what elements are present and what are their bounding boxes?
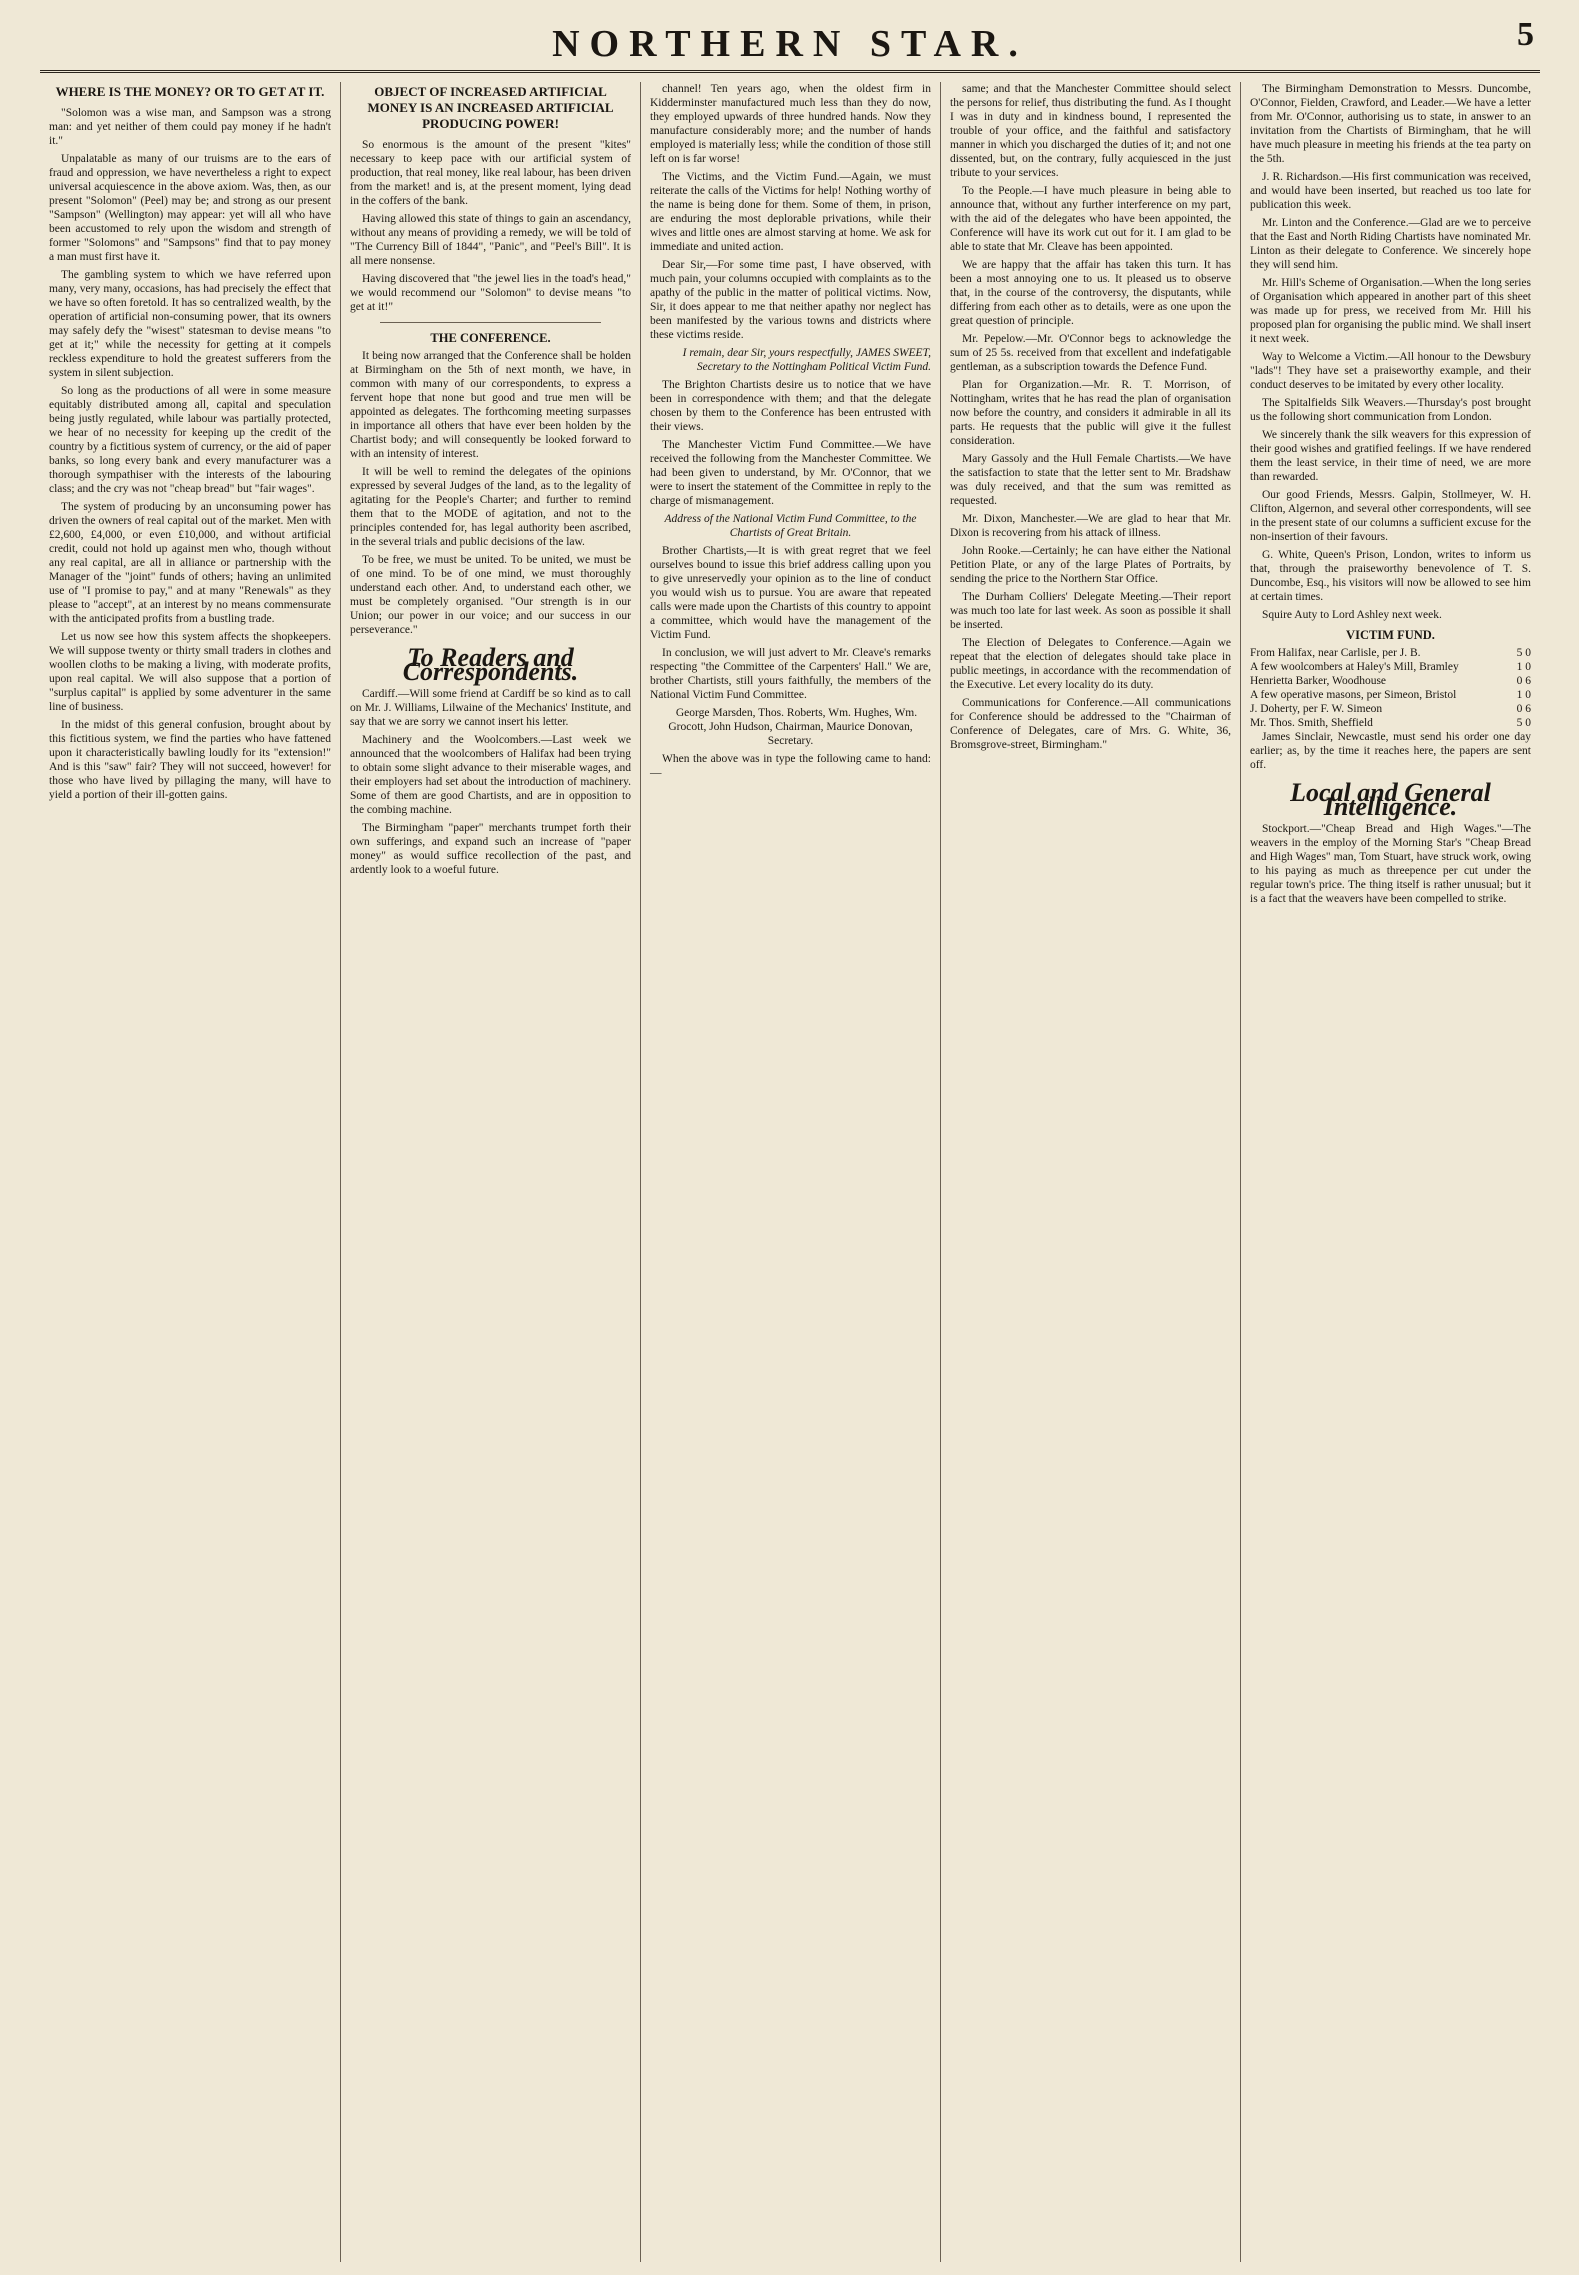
paragraph: Dear Sir,—For some time past, I have observed, with much pain, your columns occupied with complaints as to the apathy of the public in the matter of political victims. Now, Sir, it does appear to me that neither apathy nor neglect has been manifested by the various towns and districts where these victims reside. — [650, 259, 931, 341]
fund-entry — [1250, 702, 1531, 716]
section-heading-local: Local and General Intelligence. — [1290, 778, 1491, 821]
column-4 — [940, 82, 1240, 2262]
column-2 — [340, 82, 640, 2262]
paragraph: J. R. Richardson.—His first communication was received, and would have been inserted, but reached us too late for publication this week. — [1250, 171, 1531, 211]
fund-entry-amount: 0 6 — [1516, 703, 1531, 715]
paragraph: It will be well to remind the delegates of the opinions expressed by several Judges of the land, as to the legality of agitating for the People's Charter; and further to remind them that to the MODE of agitation, and not to the principles contended for, has legal authority been ascribed, in the several trials and public decisions of the law. — [350, 466, 631, 548]
paragraph: The Victims, and the Victim Fund.—Again, we must reiterate the calls of the Victims for help! Nothing worthy of the name is being done for them. Some of them, in prison, are enduring the most deplorable privations, while their wives and little ones are almost starving at home. We ask for immediate and united action. — [650, 171, 931, 253]
paragraph: To the People.—I have much pleasure in being able to announce that, without any further interference on my part, with the aid of the delegates who have been appointed, the Conference will have its work cut out for it. I am glad to be able to state that Mr. Cleave has been appointed. — [950, 185, 1231, 253]
paragraph: Mr. Hill's Scheme of Organisation.—When the long series of Organisation which appeared in another part of this sheet was made up for press, we received from Mr. Hill his proposed plan for organising the public mind. We shall insert it next week. — [1250, 277, 1531, 345]
paragraph: Let us now see how this system affects the shopkeepers. We will suppose twenty or thirty small traders in clothes and woollen cloths to be making a living, with moderate profits, upon real capital. We will also suppose that a portion of "surplus capital" is applied by some adventurer in the same line of business. — [49, 631, 331, 713]
paragraph: So long as the productions of all were in some measure equitably distributed among all, capital and speculation being justly regulated, while labour was partially protected, we hear of no necessity for keeping up the credit of the country by a fictitious system of currency, or the aid of paper banks, so long every bank and every manufacturer was a thorough sympathiser with the interests of the labouring class; and the cry was not "cheap bread" but "fair wages". — [49, 385, 331, 495]
column-3 — [640, 82, 940, 2262]
fund-entry-label: From Halifax, near Carlisle, per J. B. — [1250, 647, 1421, 659]
paragraph: In conclusion, we will just advert to Mr. Cleave's remarks respecting "the Committee of the Carpenters' Hall." We are, brother Chartists, still yours faithfully, the members of the National Victim Fund Committee. — [650, 647, 931, 701]
paragraph: The Spitalfields Silk Weavers.—Thursday's post brought us the following short communication from London. — [1250, 397, 1531, 423]
paragraph: Communications for Conference.—All communications for Conference should be addressed to the "Chairman of Conference of Delegates, care of Mrs. G. White, 36, Bromsgrove-street, Birmingham." — [950, 697, 1231, 751]
article-headline: WHERE IS THE MONEY? OR TO GET AT IT. — [55, 84, 325, 99]
fund-entry — [1250, 646, 1531, 660]
paragraph: Squire Auty to Lord Ashley next week. — [1262, 609, 1442, 621]
paragraph: John Rooke.—Certainly; he can have either the National Petition Plate, or any of the large Plates of Portraits, by sending the price to the Northern Star Office. — [950, 545, 1231, 585]
victim-fund-heading: VICTIM FUND. — [1346, 628, 1435, 642]
fund-entry-amount: 1 0 — [1516, 661, 1531, 673]
paragraph: Cardiff.—Will some friend at Cardiff be so kind as to call on Mr. J. Williams, Lilwaine of the Mechanics' Institute, and say that we are sorry we cannot insert his letter. — [350, 688, 631, 728]
fund-entry — [1250, 688, 1531, 702]
paragraph: Plan for Organization.—Mr. R. T. Morrison, of Nottingham, writes that he has read the plan of organisation now before the country, and considers it admirable in all its parts. He requests that the public will give it the fullest consideration. — [950, 379, 1231, 447]
paragraph: Unpalatable as many of our truisms are to the ears of fraud and oppression, we have nevertheless a right to expect universal acquiescence in the above axiom. Was, then, as our present "Solomon" (Peel) may be; and strong as our present "Sampson" (Wellington) may appear: yet will all who have been accustomed to rely upon the wisdom and strength of former "Solomons" and "Sampsons" find that to pay money a man must first have it. — [49, 153, 331, 263]
section-heading: THE CONFERENCE. — [430, 331, 551, 345]
paragraph: The gambling system to which we have referred upon many, very many, occasions, has had precisely the effect that we have so often foretold. It has so centralized wealth, by the operation of artificial non-consuming power, that its owners may safely defy the "wisest" statesman to devise means "to get at it;" while the necessity for getting at it compels reckless expenditure to hold the greatest sufferers from the system in silent subjection. — [49, 269, 331, 379]
fund-entry-label: J. Doherty, per F. W. Simeon — [1250, 703, 1383, 715]
paragraph: We are happy that the affair has taken this turn. It has been a most annoying one to us. It pleased us to observe that, in the course of the controversy, the disputants, while differing from each other as to details, were as one upon the great question of principle. — [950, 259, 1231, 327]
fund-entry-amount: 0 6 — [1516, 675, 1531, 687]
paragraph: Brother Chartists,—It is with great regret that we feel ourselves bound to issue this brief address calling upon you to give unreservedly your opinion as to the line of conduct you would wish us to pursue. You are aware that repeated calls were made upon the Chartists of this country to appoint a committee, which would have the management of the Victim Fund. — [650, 545, 931, 641]
paragraph: To be free, we must be united. To be united, we must be of one mind. To be of one mind, we must thoroughly understand each other. And, to understand each other, we must be completely organised. "Our strength is in our Union; our power in our voice; and our success in our perseverance." — [350, 554, 631, 636]
paragraph: Stockport.—"Cheap Bread and High Wages."—The weavers in the employ of the Morning Star's "Cheap Bread and High Wages" man, Tom Stuart, have struck work, owing to his paying as much as threepence per cut under the regular town's price. The thing itself is rather unusual; but it is a fact that the weavers have been compelled to strike. — [1250, 823, 1531, 905]
paragraph: Mary Gassoly and the Hull Female Chartists.—We have the satisfaction to state that the letter sent to Mr. Bradshaw was duly received, and that the sum was remitted as requested. — [950, 453, 1231, 507]
paragraph: "Solomon was a wise man, and Sampson was a strong man: and yet neither of them could pay money if he hadn't it." — [49, 107, 331, 147]
divider — [380, 322, 601, 323]
paragraph: The Birmingham "paper" merchants trumpet forth their own sufferings, and expand such an increase of "paper money" as would suffice recollection of the past, and ardently look to a woeful future. — [350, 822, 631, 876]
fund-entry-label: Henrietta Barker, Woodhouse — [1250, 675, 1387, 687]
paragraph: The Brighton Chartists desire us to notice that we have been in correspondence with them; and that the delegate chosen by them to the Conference has been entrusted with their views. — [650, 379, 931, 433]
column-1 — [40, 82, 340, 2262]
paragraph: We sincerely thank the silk weavers for this expression of their good wishes and gratified feelings. If we have rendered them the least service, in their time of need, we are more than rewarded. — [1250, 429, 1531, 483]
paragraph: Mr. Dixon, Manchester.—We are glad to hear that Mr. Dixon is recovering from his attack of illness. — [950, 513, 1231, 539]
paragraph: When the above was in type the following came to hand:— — [650, 753, 931, 779]
paragraph: The system of producing by an unconsuming power has driven the owners of real capital out of the market. Men with £2,600, £4,000, or even £10,000, and without artificial credit, could not hold up against men who, though without any real capital, are all in alliance or partnership with the Manager of the "joint" funds of others; having an unlimited use of "I promise to pay," and at many "Renewals" as they please to "accept", at an interest by no means commensurate with the anticipated profits from a bustling trade. — [49, 501, 331, 625]
column-5 — [1240, 82, 1540, 2262]
address-title: Address of the National Victim Fund Committee, to the Chartists of Great Britain. — [664, 513, 917, 539]
paragraph: channel! Ten years ago, when the oldest firm in Kidderminster manufactured much less than they do now, they employed upwards of three hundred hands. Now they manufacture considerably more; and the number of hands employed is materially less; while the condition of those still left on is far worse! — [650, 83, 931, 165]
fund-entry-label: A few woolcombers at Haley's Mill, Bramley — [1250, 661, 1459, 673]
column-container — [40, 82, 1540, 2262]
paragraph: Mr. Linton and the Conference.—Glad are we to perceive that the East and North Riding Chartists have nominated Mr. Linton as their delegate to Conference. We sincerely hope they will send him. — [1250, 217, 1531, 271]
paragraph: Way to Welcome a Victim.—All honour to the Dewsbury "lads"! They have set a praiseworthy example, and their conduct deserves to be imitated by every other locality. — [1250, 351, 1531, 391]
paragraph: same; and that the Manchester Committee should select the persons for relief, thus distributing the fund. As I thought I was in duty and in kindness bound, I represented the trouble of your office, and the faithful and satisfactory manner in which you discharged the duties of it; and not one dissented, but, on the contrary, fully acquiesced in the just tribute to your services. — [950, 83, 1231, 179]
paragraph: The Birmingham Demonstration to Messrs. Duncombe, O'Connor, Fielden, Crawford, and Leader.—We have a letter from Mr. O'Connor, authorising us to state, in answer to an invitation from the Chartists of Birmingham, that he will have much pleasure in meeting his friends at the tea party on the 5th. — [1250, 83, 1531, 165]
paragraph: Our good Friends, Messrs. Galpin, Stollmeyer, W. H. Clifton, Algernon, and several other correspondents, will see in the present state of our columns a sufficient excuse for the non-insertion of their favours. — [1250, 489, 1531, 543]
section-heading-readers: To Readers and Correspondents. — [402, 643, 579, 686]
victim-fund-list — [1250, 646, 1531, 730]
fund-entry — [1250, 660, 1531, 674]
fund-entry-label: A few operative masons, per Simeon, Bristol — [1250, 689, 1457, 701]
fund-entry-amount: 1 0 — [1516, 689, 1531, 701]
fund-entry-amount: 5 0 — [1516, 717, 1531, 729]
fund-entry — [1250, 716, 1531, 730]
paragraph: G. White, Queen's Prison, London, writes to inform us that, through the praiseworthy benevolence of T. S. Duncombe, Esq., his visitors will now be allowed to see him at certain times. — [1250, 549, 1531, 603]
paragraph: Mr. Pepelow.—Mr. O'Connor begs to acknowledge the sum of 25 5s. received from that excellent and indefatigable gentleman, as a subscription towards the Defence Fund. — [950, 333, 1231, 373]
paragraph: It being now arranged that the Conference shall be holden at Birmingham on the 5th of next month, we have, in common with many of our correspondents, to express a fervent hope that none but good and true men will be appointed as delegates. The forthcoming meeting surpasses in importance all others that have ever been holden by the Chartist body; and will consequently be looked forward to with an intensity of interest. — [350, 350, 631, 460]
paragraph: The Election of Delegates to Conference.—Again we repeat that the election of delegates should take place in public meetings, in accordance with the recommendation of the Executive. Let every locality do its duty. — [950, 637, 1231, 691]
fund-entry-label: Mr. Thos. Smith, Sheffield — [1250, 717, 1373, 729]
paragraph: The Durham Colliers' Delegate Meeting.—Their report was much too late for last week. As soon as possible it shall be inserted. — [950, 591, 1231, 631]
signoff: I remain, dear Sir, yours respectfully, JAMES SWEET, Secretary to the Nottingham Political Victim Fund. — [682, 347, 931, 373]
fund-entry — [1250, 674, 1531, 688]
paragraph: Machinery and the Woolcombers.—Last week we announced that the woolcombers of Halifax had been trying to obtain some slight advance to their miserable wages, and their employers had set about the introduction of machinery. Some of them are good Chartists, and are in opposition to the combing machine. — [350, 734, 631, 816]
paragraph: So enormous is the amount of the present "kites" necessary to keep pace with our artificial system of production, that real money, like real labour, has been driven from the market! and is, at the present moment, lying dead in the coffers of the bank. — [350, 139, 631, 207]
page-number: 5 — [1517, 16, 1534, 53]
article-headline: OBJECT OF INCREASED ARTIFICIAL MONEY IS AN INCREASED ARTIFICIAL PRODUCING POWER! — [367, 84, 614, 131]
paragraph: The Manchester Victim Fund Committee.—We have received the following from the Manchester Committee. We had been given to understand, by Mr. O'Connor, that we were to insert the statement of the Committee in reply to the charge of mismanagement. — [650, 439, 931, 507]
paragraph: In the midst of this general confusion, brought about by this fictitious system, we find the parties who have fattened upon it characteristically bawling loudly for its "extension!" And is this "saw" fair? They will not succeed, however! for those who have lived by pillaging the many, will have to yield a portion of their ill-gotten gains. — [49, 719, 331, 801]
paragraph: James Sinclair, Newcastle, must send his order one day earlier; as, by the time it reaches here, the papers are sent off. — [1250, 731, 1531, 771]
signatories: George Marsden, Thos. Roberts, Wm. Hughes, Wm. Grocott, John Hudson, Chairman, Maurice Donovan, Secretary. — [668, 707, 918, 747]
masthead — [40, 10, 1540, 73]
fund-entry-amount: 5 0 — [1516, 647, 1531, 659]
paragraph: Having discovered that "the jewel lies in the toad's head," we would recommend our "Solomon" to devise means "to get at it!" — [350, 273, 631, 313]
newspaper-title: NORTHERN STAR. — [552, 23, 1028, 65]
paragraph: Having allowed this state of things to gain an ascendancy, without any means of providing a remedy, we will be told of "The Currency Bill of 1844", "Panic", and "Peel's Bill". It is all mere nonsense. — [350, 213, 631, 267]
